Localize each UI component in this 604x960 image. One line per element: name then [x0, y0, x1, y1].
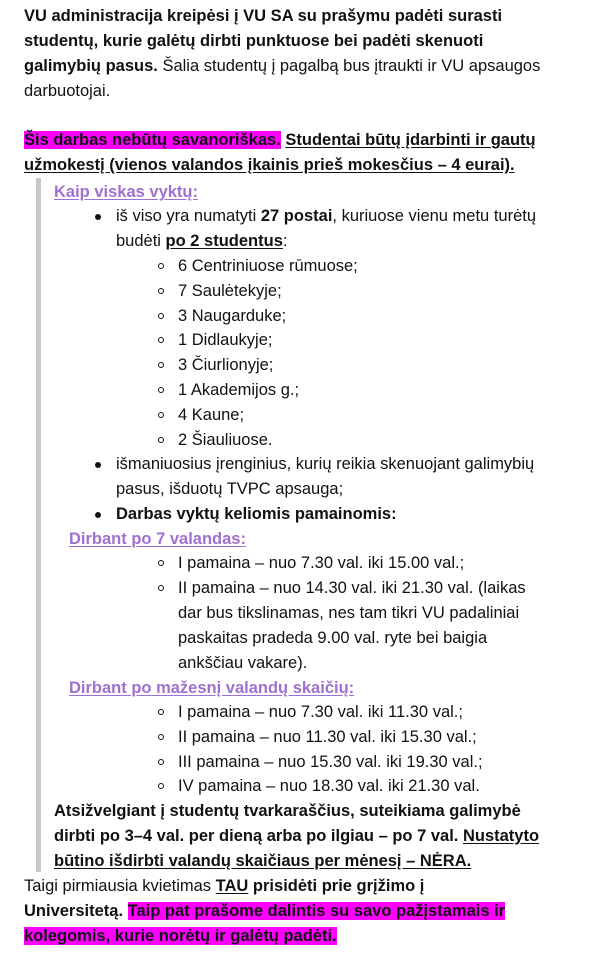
heading-how: Kaip viskas vyktų: — [54, 183, 198, 201]
outro-universitetas: Universitetą. — [24, 902, 124, 920]
item-posts-post: , kuriuose vienu metu turėtų — [332, 207, 537, 225]
outro-pre: Taigi pirmiausia kvietimas — [24, 877, 216, 895]
intro-line-2: studentų, kurie galėtų dirbti punktuose bei padėti skenuoti — [24, 32, 484, 50]
list-item: I pamaina – nuo 7.30 val. iki 15.00 val.; — [178, 554, 465, 572]
list-item: IV pamaina – nuo 18.30 val. iki 21.30 val. — [178, 777, 480, 796]
closing-line2-pre: dirbti po 3–4 val. per dieną arba po ilgiau – po 7 val. — [54, 827, 463, 845]
list-item: 3 Naugarduke; — [178, 306, 287, 325]
list-item: 7 Saulėtekyje; — [178, 281, 282, 300]
outro-bold-post: prisidėti prie grįžimo į — [248, 877, 425, 895]
bullet-circle-icon — [158, 263, 164, 269]
notice-underline-1: Studentai būtų įdarbinti ir gautų — [285, 131, 536, 149]
list-item: 1 Didlaukyje; — [178, 331, 273, 350]
item-posts-bold: 27 postai — [260, 207, 333, 225]
list-item: 6 Centriniuose rūmuose; — [178, 257, 358, 275]
bullet-circle-icon — [158, 734, 164, 740]
intro-line-3 — [24, 54, 540, 78]
bullet-circle-icon — [158, 560, 164, 566]
item-posts-line-1 — [116, 204, 536, 228]
bullet-disc-icon — [95, 214, 101, 220]
list-item: 4 Kaune; — [178, 405, 245, 424]
outro-line-3 — [24, 924, 337, 948]
list-item: 3 Čiurlionyje; — [178, 356, 274, 375]
bullet-circle-icon — [158, 387, 164, 393]
bullet-disc-icon — [95, 512, 101, 518]
bullet-circle-icon — [158, 337, 164, 343]
bullet-circle-icon — [158, 412, 164, 418]
notice-line-2: užmokestį (vienos valandos įkainis prieš mokesčius – 4 eurai). — [24, 156, 515, 174]
closing-line-2 — [54, 824, 539, 848]
outro-line-2 — [24, 899, 505, 923]
heading-7h: Dirbant po 7 valandas: — [69, 530, 246, 548]
item-shifts: Darbas vyktų keliomis pamainomis: — [116, 505, 397, 523]
list-item: III pamaina – nuo 15.30 val. iki 19.30 val.; — [178, 752, 483, 771]
list-item-continuation: ankščiau vakare). — [178, 653, 308, 672]
bullet-circle-icon — [158, 585, 164, 591]
list-item: 1 Akademijos g.; — [178, 381, 300, 399]
intro-line-1: VU administracija kreipėsi į VU SA su prašymu padėti surasti — [24, 7, 503, 25]
blockquote-bar — [36, 178, 41, 872]
heading-short: Dirbant po mažesnį valandų skaičių: — [69, 679, 355, 697]
list-item: 2 Šiauliuose. — [178, 430, 273, 449]
outro-tau: TAU — [215, 877, 249, 895]
intro-normal: Šalia studentų į pagalbą bus įtraukti ir VU apsaugos — [157, 57, 541, 75]
bullet-circle-icon — [158, 709, 164, 715]
outro-line-1 — [24, 874, 424, 898]
list-item-continuation: paskaitas pradeda 9.00 val. ryte bei baigia — [178, 628, 488, 647]
notice-line-1 — [24, 128, 536, 152]
list-item-continuation: dar bus tikslinamas, nes tam tikri VU padaliniai — [178, 604, 520, 622]
outro-highlight-2: kolegomis, kurie norėtų ir galėtų padėti. — [24, 927, 337, 945]
item-posts-line-2 — [116, 229, 287, 253]
item-devices-line-1: išmaniuosius įrenginius, kurių reikia skenuojant galimybių — [116, 455, 535, 473]
closing-line2-underlined: Nustatyto — [462, 827, 540, 845]
outro-highlight-1: Taip pat prašome dalintis su savo pažįstamais ir — [127, 902, 506, 920]
bullet-circle-icon — [158, 437, 164, 443]
list-item: II pamaina – nuo 11.30 val. iki 15.30 val.; — [178, 727, 477, 746]
item-posts-line2-pre: budėti — [116, 232, 166, 250]
bullet-circle-icon — [158, 759, 164, 765]
intro-bold-end: galimybių pasus. — [24, 57, 158, 75]
item-posts-pre: iš viso yra numatyti — [116, 207, 261, 225]
bullet-circle-icon — [158, 362, 164, 368]
closing-line-3: būtino išdirbti valandų skaičiaus per mėnesį – NĖRA. — [54, 852, 472, 870]
item-posts-colon: : — [282, 232, 288, 250]
bullet-disc-icon — [95, 462, 101, 468]
bullet-circle-icon — [158, 288, 164, 294]
list-item: II pamaina – nuo 14.30 val. iki 21.30 val. (laikas — [178, 578, 526, 597]
notice-highlight: Šis darbas nebūtų savanoriškas. — [24, 131, 281, 149]
item-devices-line-2: pasus, išduotų TVPC apsauga; — [116, 480, 344, 498]
bullet-circle-icon — [158, 313, 164, 319]
bullet-circle-icon — [158, 783, 164, 789]
intro-line-4: darbuotojai. — [24, 82, 111, 100]
list-item: I pamaina – nuo 7.30 val. iki 11.30 val.; — [178, 703, 463, 721]
closing-line-1: Atsižvelgiant į studentų tvarkaraščius, suteikiama galimybė — [54, 802, 521, 820]
item-posts-students: po 2 studentus — [165, 232, 283, 250]
